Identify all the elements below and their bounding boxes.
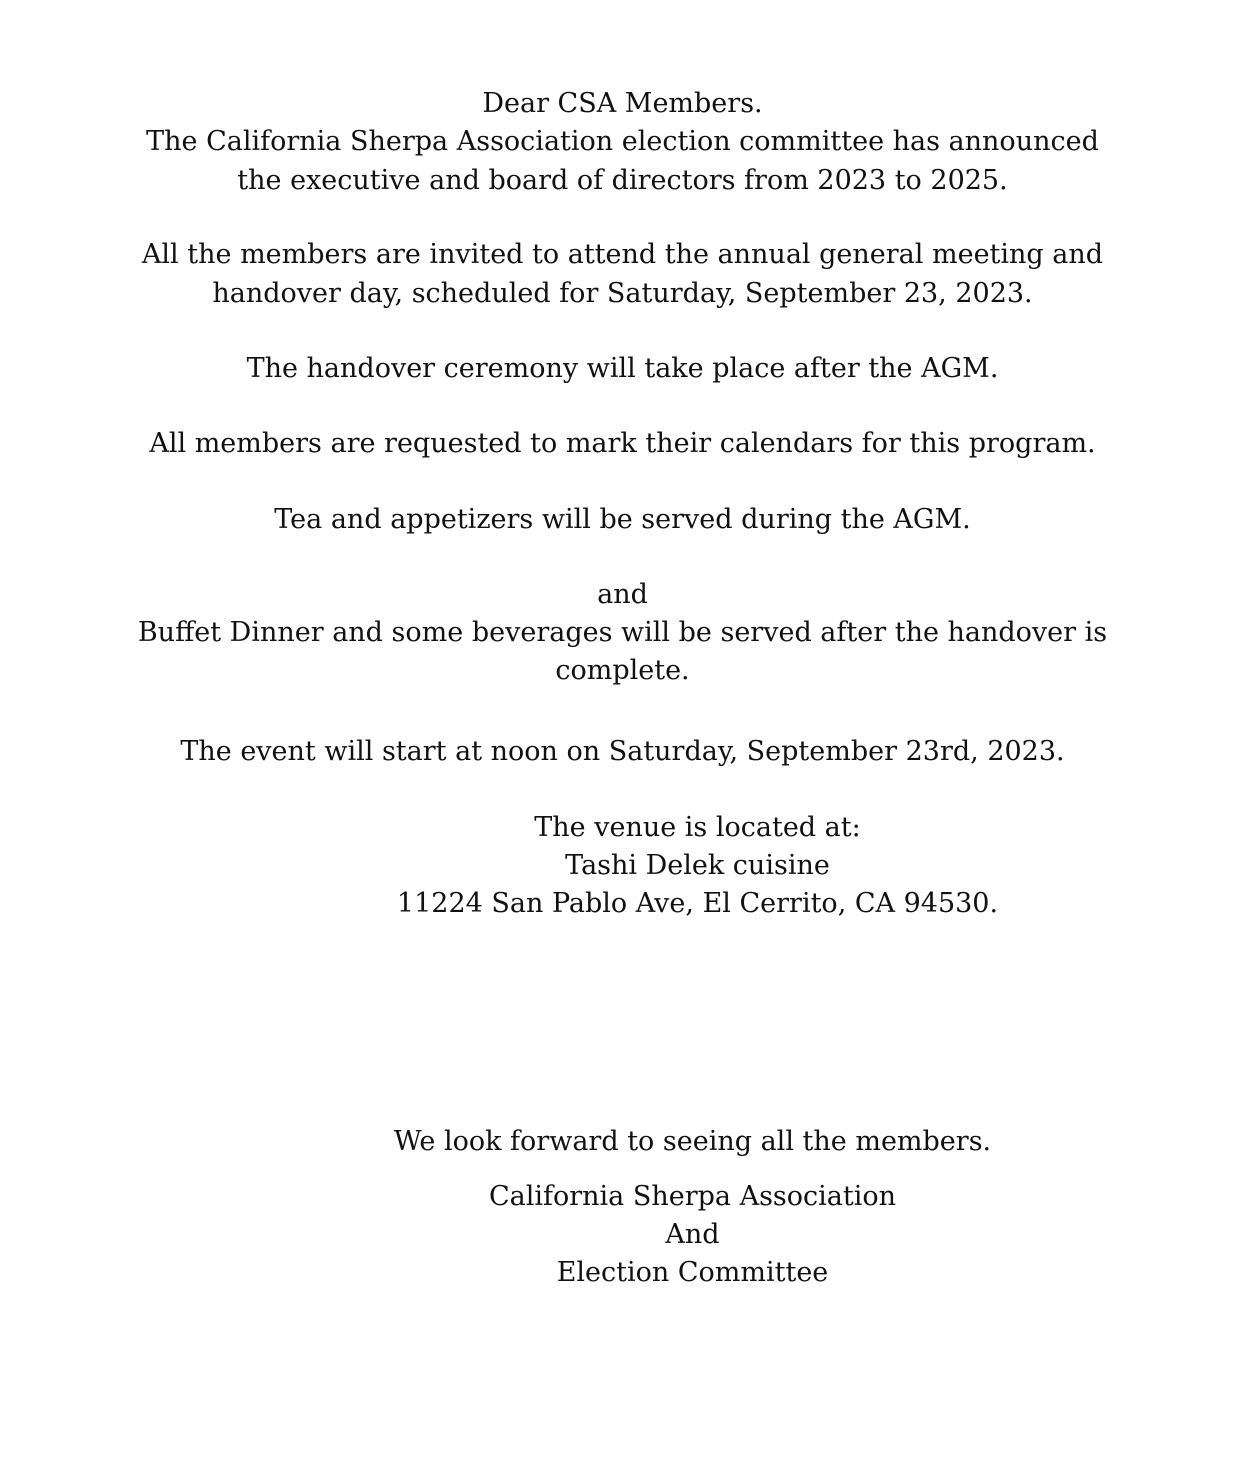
conjunction-and: and (597, 579, 648, 610)
start-time: The event will start at noon on Saturday, September 23rd, 2023. (180, 736, 1065, 767)
announcement-line-1: The California Sherpa Association election committee has announced (146, 126, 1099, 157)
calendar-request: All members are requested to mark their calendars for this program. (149, 428, 1096, 459)
invitation-line-1: All the members are invited to attend the annual general meeting and (141, 239, 1104, 270)
announcement-line-2: the executive and board of directors from 2023 to 2025. (237, 165, 1008, 196)
signature-line-3: Election Committee (556, 1257, 829, 1288)
closing-line: We look forward to seeing all the members. (393, 1126, 992, 1157)
signature-line-2: And (665, 1219, 720, 1250)
venue-name: Tashi Delek cuisine (565, 850, 830, 881)
refreshments-note: Tea and appetizers will be served during the AGM. (274, 504, 971, 535)
dinner-line-1: Buffet Dinner and some beverages will be served after the handover is (137, 617, 1108, 648)
venue-intro: The venue is located at: (534, 812, 861, 843)
dinner-line-2: complete. (555, 655, 690, 686)
ceremony-note: The handover ceremony will take place after the AGM. (246, 353, 999, 384)
venue-address: 11224 San Pablo Ave, El Cerrito, CA 94530. (396, 888, 999, 919)
invitation-line-2: handover day, scheduled for Saturday, September 23, 2023. (212, 278, 1033, 309)
greeting: Dear CSA Members. (482, 88, 763, 119)
signature-line-1: California Sherpa Association (488, 1181, 897, 1212)
